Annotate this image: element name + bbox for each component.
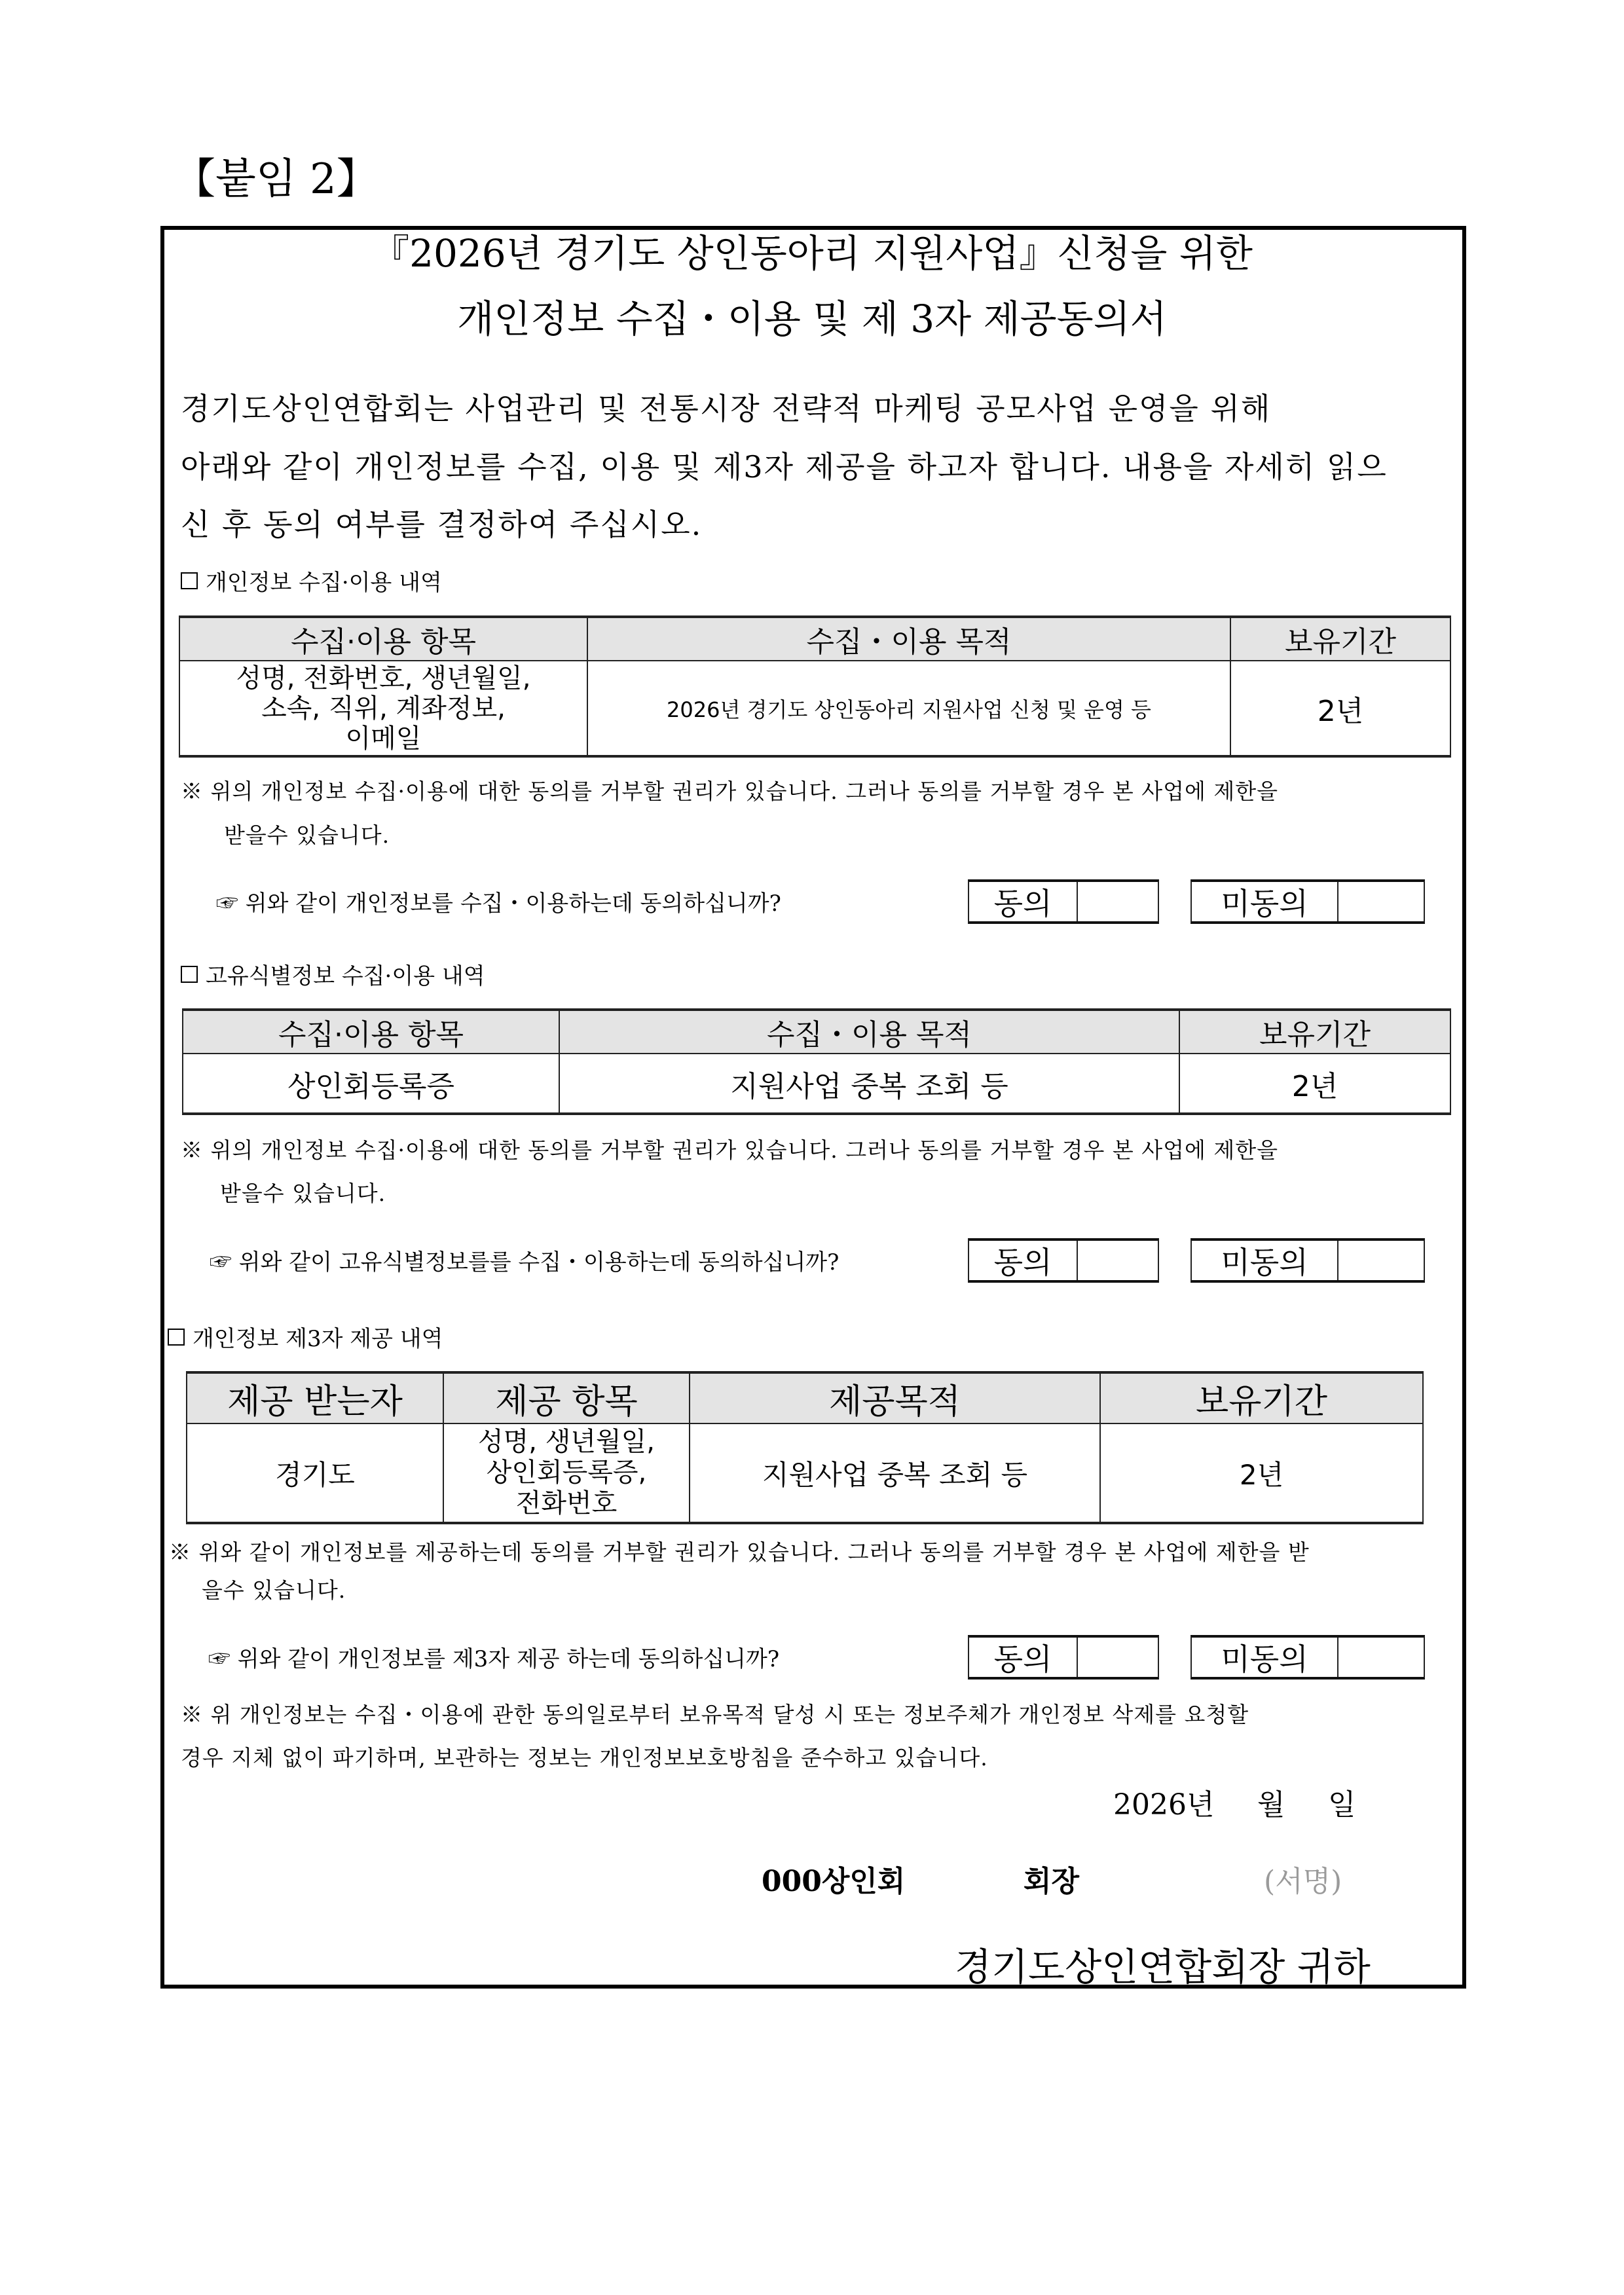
section2-heading [181, 958, 485, 990]
header-period: 보유기간 [1179, 1010, 1450, 1054]
cell-recipient: 경기도 [187, 1423, 443, 1523]
final-note-line1: ※ 위 개인정보는 수집・이용에 관한 동의일로부터 보유목적 달성 시 또는 정보주체가 개인정보 삭제를 요청할 [181, 1702, 1249, 1727]
disagree-checkbox[interactable] [1338, 882, 1424, 921]
section2-question: ☞ 위와 같이 고유식별정보를를 수집・이용하는데 동의하십니까? [210, 1249, 840, 1276]
form-title-line2: 개인정보 수집・이용 및 제 3자 제공동의서 [457, 297, 1167, 341]
cell-period: 2년 [1100, 1423, 1423, 1523]
section3-disagree-option[interactable] [1190, 1635, 1425, 1680]
cell-items: 상인회등록증 [183, 1054, 559, 1114]
header-purpose: 제공목적 [690, 1372, 1100, 1423]
item-line: 성명, 생년월일, [478, 1427, 655, 1457]
date-year: 2026년 [1113, 1788, 1215, 1822]
intro-line-2: 아래와 같이 개인정보를 수집, 이용 및 제3자 제공을 하고자 합니다. 내용을 자세히 읽으 [181, 449, 1388, 485]
cell-items [179, 661, 587, 756]
attachment-label: 【붙임 2】 [174, 155, 378, 204]
section2-agree-option[interactable] [968, 1238, 1159, 1283]
header-period: 보유기간 [1230, 617, 1450, 661]
form-title-line1: 『2026년 경기도 상인동아리 지원사업』신청을 위한 [371, 231, 1253, 276]
third-party-table [186, 1371, 1424, 1524]
addressee: 경기도상인연합회장 귀하 [955, 1945, 1371, 1989]
cell-purpose: 지원사업 중복 조회 등 [690, 1423, 1100, 1523]
item-line: 이메일 [345, 723, 422, 754]
item-line: 전화번호 [515, 1488, 618, 1518]
unique-id-table [182, 1008, 1451, 1115]
section2-note-line2: 받을수 있습니다. [220, 1181, 386, 1206]
header-purpose: 수집・이용 목적 [559, 1010, 1179, 1054]
section1-agree-option[interactable] [968, 879, 1159, 924]
header-purpose: 수집・이용 목적 [587, 617, 1230, 661]
cell-purpose: 2026년 경기도 상인동아리 지원사업 신청 및 운영 등 [587, 661, 1230, 756]
cell-purpose: 지원사업 중복 조회 등 [559, 1054, 1179, 1114]
cell-period: 2년 [1179, 1054, 1450, 1114]
section2-heading-text: 고유식별정보 수집·이용 내역 [206, 963, 485, 989]
header-recipient: 제공 받는자 [187, 1372, 443, 1423]
section1-question: ☞ 위와 같이 개인정보를 수집・이용하는데 동의하십니까? [216, 890, 781, 917]
header-items: 수집·이용 항목 [179, 617, 587, 661]
header-items: 수집·이용 항목 [183, 1010, 559, 1054]
item-line: 상인회등록증, [486, 1458, 647, 1488]
agree-label: 동의 [969, 1241, 1078, 1280]
agree-label: 동의 [969, 882, 1078, 921]
header-period: 보유기간 [1100, 1372, 1423, 1423]
section1-note-line2: 받을수 있습니다. [224, 822, 390, 848]
disagree-label: 미동의 [1192, 882, 1338, 921]
section3-note-line1: ※ 위와 같이 개인정보를 제공하는데 동의를 거부할 권리가 있습니다. 그러나 동의를 거부할 경우 본 사업에 제한을 받 [169, 1539, 1310, 1565]
section1-disagree-option[interactable] [1190, 879, 1425, 924]
section3-note-line2: 을수 있습니다. [202, 1577, 346, 1603]
disagree-label: 미동의 [1192, 1241, 1338, 1280]
agree-checkbox[interactable] [1078, 1638, 1158, 1677]
section3-heading-text: 개인정보 제3자 제공 내역 [193, 1326, 443, 1352]
signature-role: 회장 [1024, 1865, 1080, 1898]
checkbox-icon [181, 572, 198, 589]
item-line: 소속, 직위, 계좌정보, [261, 693, 506, 724]
signature-org: 000상인회 [762, 1865, 906, 1898]
cell-period: 2년 [1230, 661, 1450, 756]
section2-note-line1: ※ 위의 개인정보 수집·이용에 대한 동의를 거부할 권리가 있습니다. 그러나 동의를 거부할 경우 본 사업에 제한을 [181, 1137, 1278, 1163]
section1-note-line1: ※ 위의 개인정보 수집·이용에 대한 동의를 거부할 권리가 있습니다. 그러나 동의를 거부할 경우 본 사업에 제한을 [181, 779, 1278, 804]
section2-disagree-option[interactable] [1190, 1238, 1425, 1283]
section3-heading [168, 1321, 443, 1353]
intro-line-3: 신 후 동의 여부를 결정하여 주십시오. [181, 507, 703, 542]
checkbox-icon [168, 1329, 185, 1346]
section3-question: ☞ 위와 같이 개인정보를 제3자 제공 하는데 동의하십니까? [208, 1646, 780, 1672]
personal-info-table [179, 615, 1451, 758]
disagree-checkbox[interactable] [1338, 1241, 1424, 1280]
agree-checkbox[interactable] [1078, 882, 1158, 921]
section1-heading [181, 564, 442, 597]
agree-label: 동의 [969, 1638, 1078, 1677]
header-items: 제공 항목 [443, 1372, 690, 1423]
disagree-checkbox[interactable] [1338, 1638, 1424, 1677]
section3-agree-option[interactable] [968, 1635, 1159, 1680]
signature-hint[interactable]: (서명) [1264, 1865, 1342, 1898]
final-note-line2: 경우 지체 없이 파기하며, 보관하는 정보는 개인정보보호방침을 준수하고 있습니다. [181, 1745, 988, 1771]
disagree-label: 미동의 [1192, 1638, 1338, 1677]
item-line: 성명, 전화번호, 생년월일, [236, 663, 531, 693]
checkbox-icon [181, 966, 198, 983]
date-day: 일 [1328, 1788, 1356, 1822]
cell-items [443, 1423, 690, 1523]
agree-checkbox[interactable] [1078, 1241, 1158, 1280]
intro-line-1: 경기도상인연합회는 사업관리 및 전통시장 전략적 마케팅 공모사업 운영을 위해 [181, 391, 1272, 426]
section1-heading-text: 개인정보 수집·이용 내역 [206, 570, 442, 596]
date-month: 월 [1257, 1788, 1285, 1822]
